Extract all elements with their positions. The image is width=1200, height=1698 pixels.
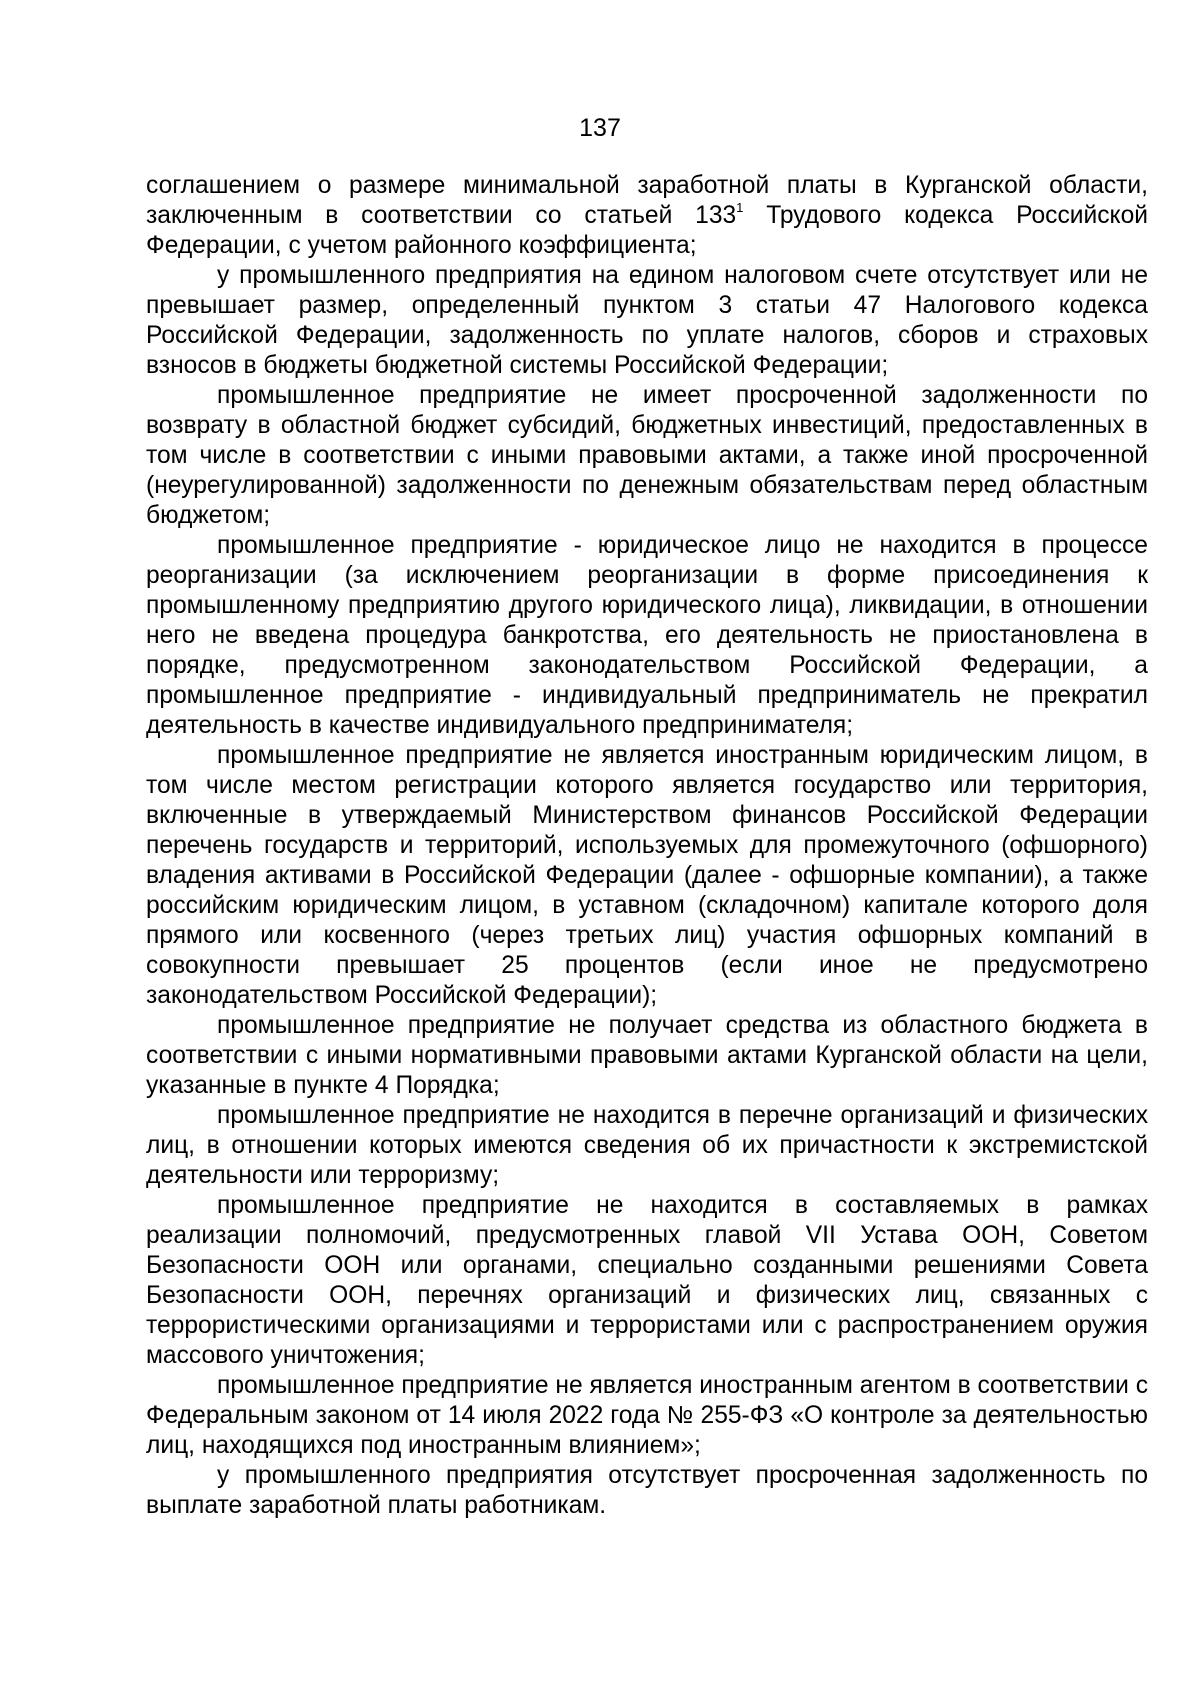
document-body	[146, 171, 1148, 1521]
paragraph-un-lists: промышленное предприятие не находится в составляемых в рамках реализации полномочий, предусмотренных главой VII Устава ООН, Советом Безопасности ООН или органами, специально созданными решениями Совета Безопасности ООН, перечнях организаций и физических лиц, связанных с террористическими организациями и террористами или с распространением оружия массового уничтожения;	[146, 1192, 1148, 1369]
paragraph-offshore: промышленное предприятие не является иностранным юридическим лицом, в том числе местом регистрации которого является государство или территория, включенные в утверждаемый Министерством финансов Российской Федерации перечень государств и территорий, используемых для промежуточного (офшорного) владения активами в Российской Федерации (далее - офшорные компании), а также российским юридическим лицом, в уставном (складочном) капитале которого доля прямого или косвенного (через третьих лиц) участия офшорных компаний в совокупности превышает 25 процентов (если иное не предусмотрено законодательством Российской Федерации);	[146, 742, 1148, 1009]
paragraph-text: соглашением о размере минимальной заработной платы в Курганской области, заключенным в соответствии со статьей 133	[146, 172, 1148, 229]
paragraph-reorganization: промышленное предприятие - юридическое лицо не находится в процессе реорганизации (за исключением реорганизации в форме присоединения к промышленному предприятию другого юридического лица), ликвидации, в отношении него не введена процедура банкротства, его деятельность не приостановлена в порядке, предусмотренном законодательством Российской Федерации, а промышленное предприятие - индивидуальный предприниматель не прекратил деятельность в качестве индивидуального предпринимателя;	[146, 532, 1148, 739]
paragraph-tax-debt: у промышленного предприятия на едином налоговом счете отсутствует или не превышает размер, определенный пунктом 3 статьи 47 Налогового кодекса Российской Федерации, задолженность по уплате налогов, сборов и страховых взносов в бюджеты бюджетной системы Российской Федерации;	[146, 262, 1148, 379]
paragraph-wage-arrears: у промышленного предприятия отсутствует просроченная задолженность по выплате заработной платы работникам.	[146, 1462, 1148, 1519]
superscript-article-index: 1	[736, 200, 744, 215]
paragraph-extremism: промышленное предприятие не находится в перечне организаций и физических лиц, в отношении которых имеются сведения об их причастности к экстремистской деятельности или терроризму;	[146, 1102, 1148, 1189]
paragraph-budget-debt: промышленное предприятие не имеет просроченной задолженности по возврату в областной бюджет субсидий, бюджетных инвестиций, предоставленных в том числе в соответствии с иными правовыми актами, а также иной просроченной (неурегулированной) задолженности по денежным обязательствам перед областным бюджетом;	[146, 382, 1148, 529]
paragraph-foreign-agent: промышленное предприятие не является иностранным агентом в соответствии с Федеральным законом от 14 июля 2022 года № 255-ФЗ «О контроле за деятельностью лиц, находящихся под иностранным влиянием»;	[146, 1372, 1148, 1459]
paragraph-other-funding: промышленное предприятие не получает средства из областного бюджета в соответствии с иными нормативными правовыми актами Курганской области на цели, указанные в пункте 4 Порядка;	[146, 1012, 1148, 1099]
paragraph-continuation	[146, 171, 1148, 261]
page-number: 137	[579, 114, 621, 142]
paragraph-text: Трудового кодекса Российской Федерации, с учетом районного коэффициента;	[146, 202, 1148, 259]
